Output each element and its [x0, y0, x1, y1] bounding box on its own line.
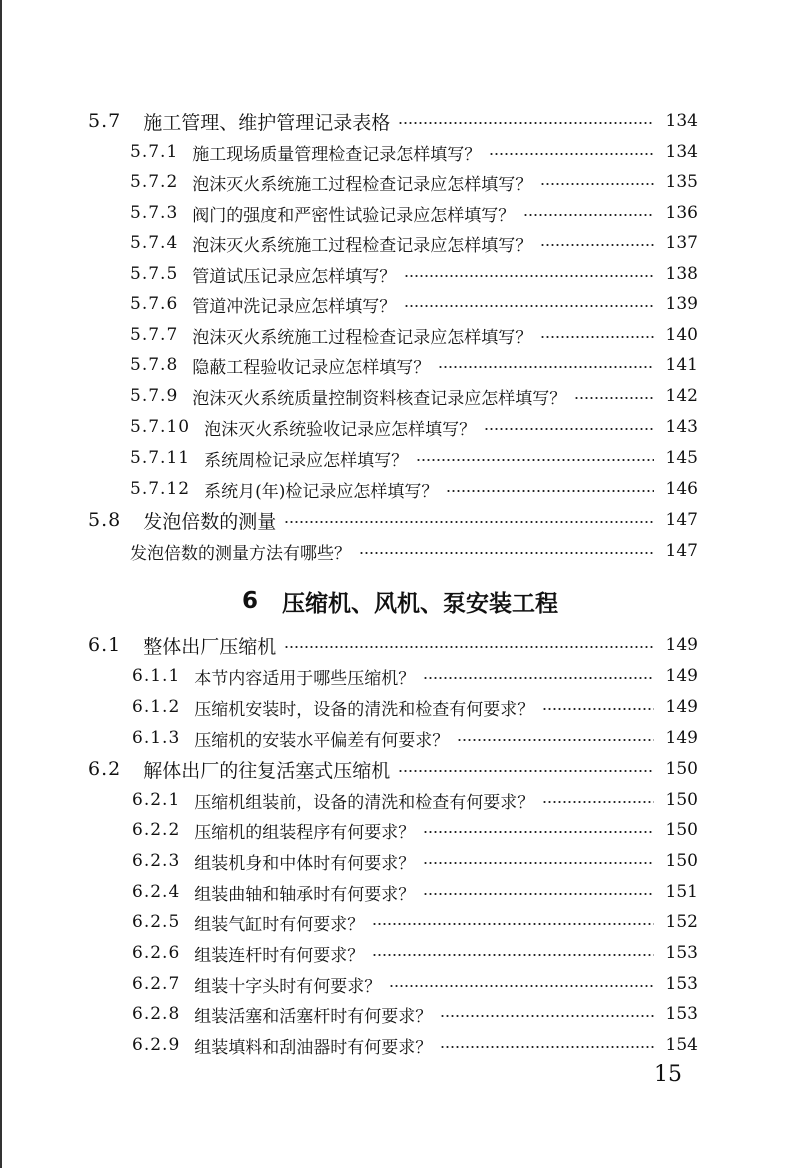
- entry-title: 本节内容适用于哪些压缩机？: [194, 668, 416, 689]
- toc-entry-5-7-10: [0, 412, 800, 442]
- dot-leader: [423, 862, 654, 864]
- entry-number: 6.2.3: [132, 851, 181, 871]
- entry-title: 隐蔽工程验收记录应怎样填写？: [192, 357, 431, 378]
- page-number: 139: [665, 294, 698, 314]
- page-number: 134: [665, 111, 698, 131]
- dot-leader: [574, 397, 654, 399]
- entry-number: 6.2.7: [132, 974, 181, 994]
- dot-leader: [540, 336, 654, 338]
- dot-leader: [440, 1015, 654, 1017]
- entry-title: 施工现场质量管理检查记录怎样填写？: [192, 144, 482, 165]
- page-number: 154: [665, 1035, 698, 1055]
- entry-title: 组装十字头时有何要求？: [194, 976, 382, 997]
- dot-leader: [398, 770, 654, 772]
- entry-title: 组装曲轴和轴承时有何要求？: [194, 884, 416, 905]
- dot-leader: [484, 428, 654, 430]
- dot-leader: [440, 1046, 654, 1048]
- entry-number: 6.2.2: [132, 820, 181, 840]
- entry-title: 泡沫灭火系统质量控制资料核查记录应怎样填写？: [192, 388, 567, 409]
- entry-number: 6.2.1: [132, 790, 181, 810]
- section-title: 整体出厂压缩机: [143, 635, 277, 658]
- page-number: 142: [665, 386, 698, 406]
- toc-entry-5-7-6: [0, 289, 800, 319]
- entry-title: 泡沫灭火系统施工过程检查记录应怎样填写？: [192, 327, 533, 348]
- entry-number: 5.7.12: [130, 479, 191, 499]
- entry-number: 5.7.5: [130, 264, 179, 284]
- section-number: 5.7: [88, 110, 122, 132]
- entry-number: 5.7.2: [130, 172, 179, 192]
- entry-title: 管道冲洗记录应怎样填写？: [192, 296, 397, 317]
- dot-leader: [284, 646, 654, 648]
- page-number: 150: [665, 790, 698, 810]
- toc-entry-5-7-1: [0, 137, 800, 167]
- page-number: 150: [665, 820, 698, 840]
- toc-entry-6-2-8: [0, 999, 800, 1029]
- toc-entry-5-7-8: [0, 350, 800, 380]
- entry-number: 5.7.8: [130, 355, 179, 375]
- entry-number: 6.2.5: [132, 912, 181, 932]
- page-number: 146: [665, 479, 698, 499]
- dot-leader: [284, 521, 654, 523]
- page-number: 153: [665, 943, 698, 963]
- page-number: 147: [665, 541, 698, 561]
- page-number: 150: [665, 851, 698, 871]
- section-title: 发泡倍数的测量: [143, 510, 277, 533]
- entry-number: 5.7.11: [130, 448, 191, 468]
- page-number: 152: [665, 912, 698, 932]
- entry-number: 6.1.3: [132, 728, 181, 748]
- dot-leader: [438, 366, 654, 368]
- toc-entry-5-7-3: [0, 198, 800, 228]
- page-number: 153: [665, 974, 698, 994]
- entry-title: 压缩机安装时，设备的清洗和检查有何要求？: [194, 699, 535, 720]
- toc-section-5-8: [0, 505, 800, 535]
- page-number: 149: [665, 666, 698, 686]
- toc-entry-5-7-11: [0, 443, 800, 473]
- dot-leader: [404, 275, 654, 277]
- toc-entry-5-7-7: [0, 320, 800, 350]
- toc-section-5-7: [0, 106, 800, 136]
- dot-leader: [359, 552, 654, 554]
- toc-entry-5-7-4: [0, 228, 800, 258]
- toc-entry-6-2-9: [0, 1030, 800, 1060]
- toc-entry-5-7-5: [0, 259, 800, 289]
- toc-entry-6-2-7: [0, 969, 800, 999]
- entry-number: 6.2.8: [132, 1004, 181, 1024]
- toc-entry-6-1-3: [0, 723, 800, 753]
- page-number: 135: [665, 172, 698, 192]
- section-number: 5.8: [88, 509, 122, 531]
- entry-title: 组装连杆时有何要求？: [194, 945, 365, 966]
- chapter-heading: [0, 584, 800, 618]
- dot-leader: [389, 985, 654, 987]
- entry-number: 5.7.10: [130, 417, 191, 437]
- dot-leader: [372, 954, 654, 956]
- dot-leader: [423, 677, 654, 679]
- toc-entry-6-2-4: [0, 877, 800, 907]
- page-number: 138: [665, 264, 698, 284]
- page-number: 145: [665, 448, 698, 468]
- section-number: 6.1: [88, 634, 122, 656]
- entry-number: 5.7.4: [130, 233, 179, 253]
- section-title: 解体出厂的往复活塞式压缩机: [143, 759, 391, 782]
- toc-entry-5-7-2: [0, 167, 800, 197]
- dot-leader: [423, 893, 654, 895]
- toc-entry-6-1-1: [0, 661, 800, 691]
- page-number: 149: [665, 697, 698, 717]
- entry-number: 6.2.6: [132, 943, 181, 963]
- entry-number: 6.2.9: [132, 1035, 181, 1055]
- toc-entry-5-7-9: [0, 381, 800, 411]
- entry-number: 5.7.7: [130, 325, 179, 345]
- entry-number: 5.7.3: [130, 203, 179, 223]
- dot-leader: [542, 708, 654, 710]
- folio-page-number: 15: [654, 1062, 682, 1087]
- dot-leader: [398, 122, 654, 124]
- entry-title: 压缩机的安装水平偏差有何要求？: [194, 730, 450, 751]
- page-number: 149: [665, 635, 698, 655]
- dot-leader: [540, 183, 654, 185]
- toc-entry-5-8-method: [0, 536, 800, 566]
- toc-entry-5-7-12: [0, 474, 800, 504]
- page-number: 143: [665, 417, 698, 437]
- entry-title: 组装气缸时有何要求？: [194, 914, 365, 935]
- entry-title: 组装机身和中体时有何要求？: [194, 853, 416, 874]
- entry-number: 6.2.4: [132, 882, 181, 902]
- toc-entry-6-2-1: [0, 785, 800, 815]
- toc-entry-6-2-6: [0, 938, 800, 968]
- entry-number: 5.7.1: [130, 142, 179, 162]
- dot-leader: [542, 801, 654, 803]
- entry-title: 组装填料和刮油器时有何要求？: [194, 1037, 433, 1058]
- toc-section-6-1: [0, 630, 800, 660]
- page-number: 149: [665, 728, 698, 748]
- page-number: 150: [665, 759, 698, 779]
- entry-title: 系统月(年)检记录应怎样填写？: [204, 481, 439, 502]
- entry-title: 泡沫灭火系统施工过程检查记录应怎样填写？: [192, 174, 533, 195]
- dot-leader: [446, 490, 654, 492]
- dot-leader: [416, 459, 654, 461]
- entry-title: 组装活塞和活塞杆时有何要求？: [194, 1006, 433, 1027]
- entry-title: 阀门的强度和严密性试验记录应怎样填写？: [192, 205, 516, 226]
- toc-entry-6-2-3: [0, 846, 800, 876]
- page-number: 134: [665, 142, 698, 162]
- page-number: 137: [665, 233, 698, 253]
- page-number: 140: [665, 325, 698, 345]
- entry-title: 泡沫灭火系统施工过程检查记录应怎样填写？: [192, 235, 533, 256]
- dot-leader: [404, 305, 654, 307]
- dot-leader: [523, 214, 654, 216]
- entry-title: 泡沫灭火系统验收记录应怎样填写？: [204, 419, 477, 440]
- dot-leader: [457, 739, 654, 741]
- dot-leader: [540, 244, 654, 246]
- entry-title: 压缩机的组装程序有何要求？: [194, 822, 416, 843]
- toc-entry-6-1-2: [0, 692, 800, 722]
- entry-title: 压缩机组装前，设备的清洗和检查有何要求？: [194, 792, 535, 813]
- toc-entry-6-2-2: [0, 815, 800, 845]
- page-number: 151: [665, 882, 698, 902]
- entry-title: 系统周检记录应怎样填写？: [204, 450, 409, 471]
- dot-leader: [423, 831, 654, 833]
- toc-entry-6-2-5: [0, 907, 800, 937]
- chapter-number: 6: [241, 588, 258, 614]
- section-number: 6.2: [88, 758, 122, 780]
- dot-leader: [372, 923, 654, 925]
- entry-number: 6.1.2: [132, 697, 181, 717]
- toc-section-6-2: [0, 754, 800, 784]
- page-number: 136: [665, 203, 698, 223]
- entry-title: 发泡倍数的测量方法有哪些？: [130, 543, 351, 564]
- entry-title: 管道试压记录应怎样填写？: [192, 266, 397, 287]
- page-number: 153: [665, 1004, 698, 1024]
- entry-number: 5.7.9: [130, 386, 179, 406]
- page-number: 147: [665, 510, 698, 530]
- entry-number: 5.7.6: [130, 294, 179, 314]
- section-title: 施工管理、维护管理记录表格: [143, 111, 391, 134]
- page-number: 141: [665, 355, 698, 375]
- chapter-title: 压缩机、风机、泵安装工程: [282, 590, 558, 617]
- dot-leader: [489, 153, 654, 155]
- entry-number: 6.1.1: [132, 666, 181, 686]
